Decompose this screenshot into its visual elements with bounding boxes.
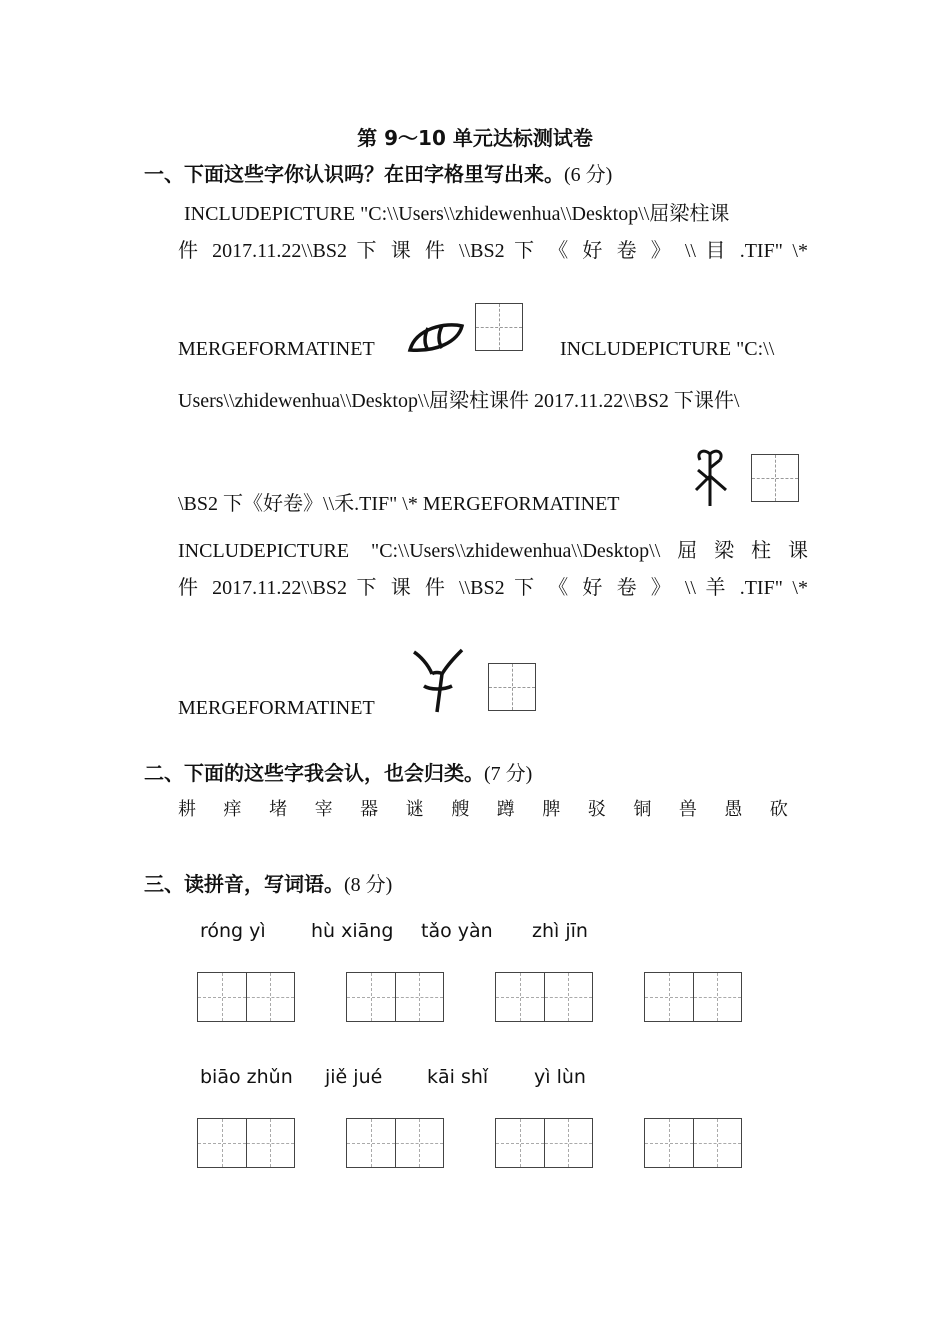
pinyin-label: róng yì [200,920,266,942]
char-item: 器 [360,799,379,820]
pinyin-label: jiě jué [325,1066,383,1088]
section-3-heading [144,868,392,897]
section-2-title: 二、下面的这些字我会认，也会归类。 [144,761,484,785]
grain-oracle-glyph-icon [690,446,734,508]
pinyin-label: hù xiāng [311,920,394,942]
pinyin-label: tǎo yàn [421,920,493,942]
char-item: 砍 [769,799,788,820]
char-item: 痒 [223,799,242,820]
field-code-1-line1: INCLUDEPICTURE "C:\\Users\\zhidewenhua\\Desktop\\屈梁柱课 [184,203,730,225]
merge-format-3: MERGEFORMATINET [178,697,375,719]
pinyin-label: biāo zhǔn [200,1066,293,1088]
section-3-score: (8 分) [344,874,393,896]
word-answer-box[interactable] [495,1118,593,1168]
char-item: 驳 [587,799,606,820]
field-code-3-line1: INCLUDEPICTURE "C:\\Users\\zhidewenhua\\Desktop\\屈梁柱课 [178,540,808,562]
char-item: 兽 [678,799,697,820]
answer-grid-2[interactable] [751,454,799,502]
char-item: 堵 [269,799,288,820]
word-answer-box[interactable] [495,972,593,1022]
section-2-score: (7 分) [484,763,533,785]
section-3-title: 三、读拼音，写词语。 [144,872,344,896]
merge-format-1: MERGEFORMATINET [178,338,375,360]
char-item: 愚 [724,799,743,820]
eye-oracle-glyph-icon [406,318,466,356]
answer-grid-1[interactable] [475,303,523,351]
char-item: 铜 [633,799,652,820]
field-code-2-start: INCLUDEPICTURE "C:\\ [560,338,775,360]
char-item: 耕 [178,799,196,820]
pinyin-label: zhì jīn [532,920,588,942]
char-item: 宰 [314,799,333,820]
field-code-2-line3: \BS2 下《好卷》\\禾.TIF" \* MERGEFORMATINET [178,493,620,515]
word-answer-box[interactable] [644,1118,742,1168]
answer-grid-3[interactable] [488,663,536,711]
word-answer-box[interactable] [346,1118,444,1168]
word-answer-box[interactable] [197,1118,295,1168]
pinyin-label: kāi shǐ [427,1066,489,1088]
field-code-3-line2: 件 2017.11.22\\BS2 下 课 件 \\BS2 下 《 好 卷 》 \\ 羊 .TIF" \* [178,577,808,599]
section-1-heading [144,158,612,187]
pinyin-label: yì lùn [534,1066,586,1088]
character-list [178,795,788,821]
char-item: 脾 [542,799,561,820]
char-item: 谜 [405,799,424,820]
sheep-oracle-glyph-icon [410,646,466,716]
char-item: 艘 [451,799,470,820]
section-1-score: (6 分) [564,164,613,186]
field-code-1-line2: 件 2017.11.22\\BS2 下 课 件 \\BS2 下 《 好 卷 》 \\ 目 .TIF" \* [178,240,808,262]
section-1-title: 一、下面这些字你认识吗？在田字格里写出来。 [144,162,564,186]
page-title: 第 9～10 单元达标测试卷 [357,126,593,150]
word-answer-box[interactable] [346,972,444,1022]
field-code-2-line2: Users\\zhidewenhua\\Desktop\\屈梁柱课件 2017.11.22\\BS2 下课件\ [178,390,740,412]
word-answer-box[interactable] [644,972,742,1022]
word-answer-box[interactable] [197,972,295,1022]
section-2-heading [144,757,532,786]
char-item: 蹲 [496,799,515,820]
